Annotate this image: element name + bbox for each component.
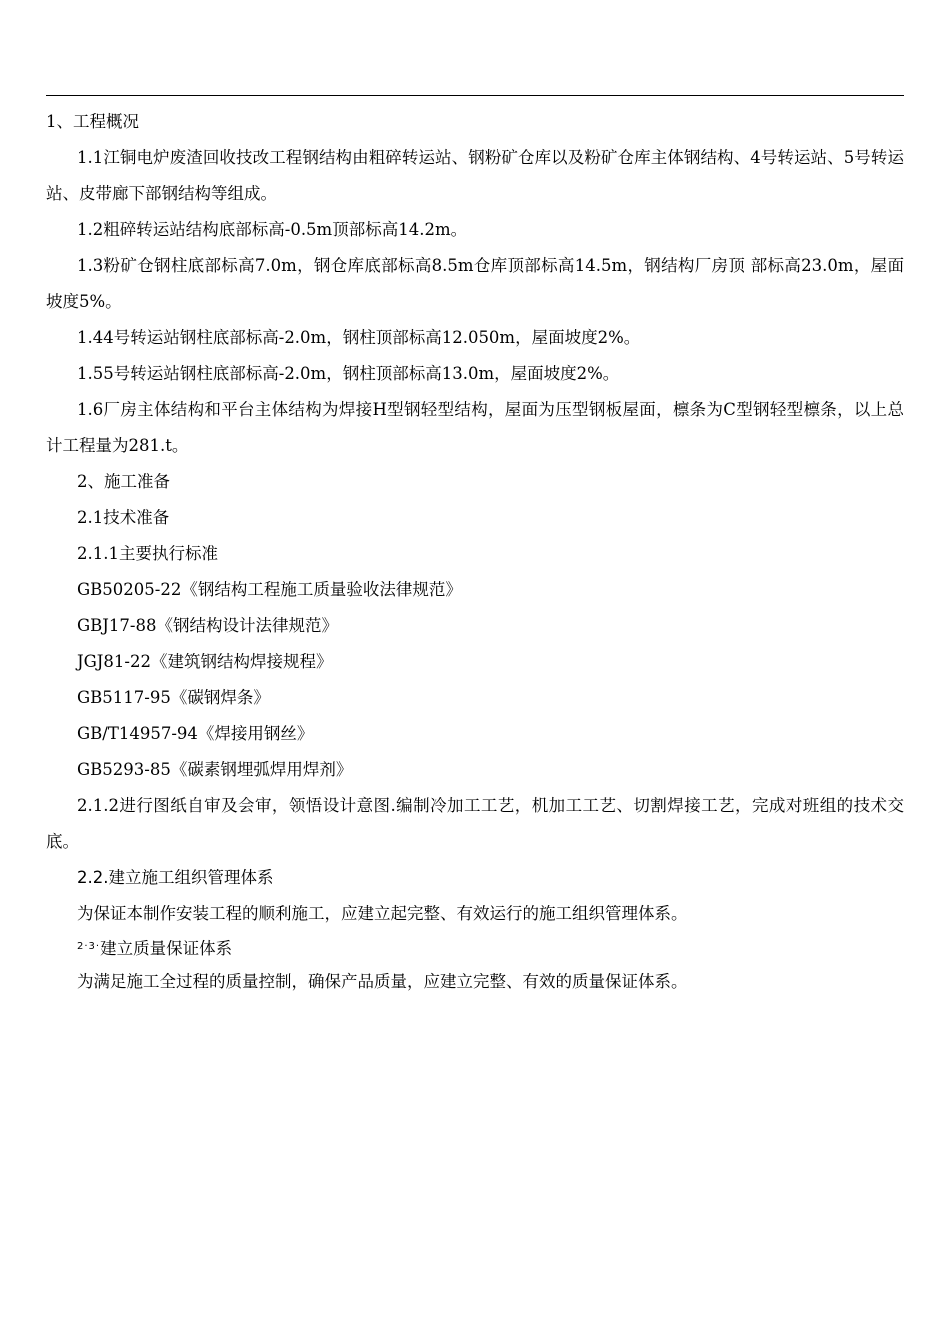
standard-item: GB5117-95《碳钢焊条》 xyxy=(77,688,270,707)
standard-item: GB/T14957-94《焊接用钢丝》 xyxy=(77,724,314,743)
section-2-3-heading xyxy=(46,932,904,964)
standard-item: GB50205-22《钢结构工程施工质量验收法律规范》 xyxy=(77,580,462,599)
section-2-3-title: 建立质量保证体系 xyxy=(100,939,233,958)
standard-item: GBJ17-88《钢结构设计法律规范》 xyxy=(77,616,338,635)
header-rule xyxy=(46,95,904,96)
paragraph-1-6: 1.6厂房主体结构和平台主体结构为焊接H型钢轻型结构，屋面为压型钢板屋面，檩条为C型钢轻型檩条，以上总计工程量为281.t。 xyxy=(46,400,904,455)
section-2-2-heading: 2.2.建立施工组织管理体系 xyxy=(77,868,274,887)
section-2-3-number: 2·3· xyxy=(77,941,101,952)
standard-item: JGJ81-22《建筑钢结构焊接规程》 xyxy=(77,652,333,671)
paragraph-1-1: 1.1江铜电炉废渣回收技改工程钢结构由粗碎转运站、钢粉矿仓库以及粉矿仓库主体钢结构、4号转运站、5号转运站、皮带廊下部钢结构等组成。 xyxy=(46,148,904,203)
section-1-heading: 1、工程概况 xyxy=(46,112,139,131)
paragraph-2-1-2: 2.1.2进行图纸自审及会审，领悟设计意图.编制冷加工工艺，机加工工艺、切割焊接工艺，完成对班组的技术交底。 xyxy=(46,796,904,851)
paragraph-1-4: 1.44号转运站钢柱底部标高-2.0m，钢柱顶部标高12.050m，屋面坡度2%。 xyxy=(77,328,641,347)
section-2-1-1-heading: 2.1.1主要执行标准 xyxy=(77,544,218,563)
paragraph-2-2: 为保证本制作安装工程的顺利施工，应建立起完整、有效运行的施工组织管理体系。 xyxy=(77,904,688,923)
paragraph-1-5: 1.55号转运站钢柱底部标高-2.0m，钢柱顶部标高13.0m，屋面坡度2%。 xyxy=(77,364,620,383)
section-2-heading: 2、施工准备 xyxy=(77,472,170,491)
paragraph-1-3: 1.3粉矿仓钢柱底部标高7.0m，钢仓库底部标高8.5m仓库顶部标高14.5m，钢结构厂房顶 部标高23.0m，屋面坡度5%。 xyxy=(46,256,904,311)
paragraph-2-3: 为满足施工全过程的质量控制，确保产品质量，应建立完整、有效的质量保证体系。 xyxy=(77,972,688,991)
standard-item: GB5293-85《碳素钢埋弧焊用焊剂》 xyxy=(77,760,353,779)
paragraph-1-2: 1.2粗碎转运站结构底部标高-0.5m顶部标高14.2m。 xyxy=(77,220,468,239)
document-body xyxy=(46,104,904,1000)
section-2-1-heading: 2.1技术准备 xyxy=(77,508,170,527)
